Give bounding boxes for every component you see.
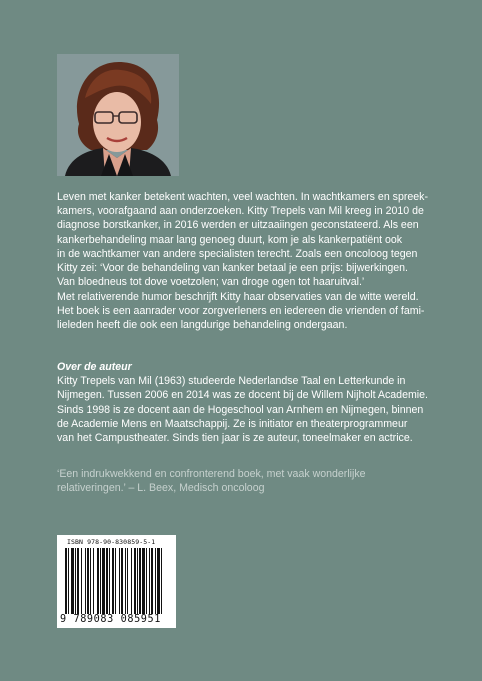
isbn-label: ISBN 978-90-830859-5-1 [67, 538, 156, 546]
intro-line: diagnose borstkanker, in 2016 werden er uitzaaiingen geconstateerd. Als een [57, 219, 419, 232]
intro-line: kamers, voorafgaand aan onderzoeken. Kitty Trepels van Mil kreeg in 2010 de [57, 205, 424, 218]
author-heading: Over de auteur [57, 361, 132, 373]
review-quote [57, 467, 437, 495]
intro-line: Leven met kanker betekent wachten, veel wachten. In wachtkamers en spreek- [57, 191, 428, 203]
intro-line: kankerbehandeling maar lang genoeg duurt, kom je als kankerpatiënt ook [57, 233, 403, 246]
author-section [57, 360, 437, 445]
humor-line: Met relativerende humor beschrijft Kitty haar observaties van de witte wereld. [57, 291, 419, 303]
isbn-barcode [57, 535, 176, 628]
intro-paragraph [57, 190, 437, 289]
humor-line: lieleden heeft die ook een langdurige behandeling ondergaan. [57, 319, 348, 332]
intro-line: Van bloedneus tot dove voetzolen; van droge ogen tot haaruitval.’ [57, 276, 365, 289]
humor-paragraph [57, 290, 437, 333]
author-portrait-image [57, 54, 179, 176]
author-line: van het Campustheater. Sinds tien jaar is ze auteur, toneelmaker en actrice. [57, 432, 413, 445]
author-line: Kitty Trepels van Mil (1963) studeerde Nederlandse Taal en Letterkunde in [57, 375, 406, 388]
author-photo [57, 54, 179, 176]
intro-line: Kitty zei: ‘Voor de behandeling van kanker betaal je een prijs: bijwerkingen. [57, 262, 408, 275]
author-line: Nijmegen. Tussen 2006 en 2014 was ze docent bij de Willem Nijholt Academie. [57, 389, 428, 402]
barcode-bars [65, 548, 169, 614]
author-line: Sinds 1998 is ze docent aan de Hogeschool van Arnhem en Nijmegen, binnen [57, 403, 424, 416]
author-line: de Academie Mens en Maatschappij. Ze is initiator en theaterprogrammeur [57, 417, 408, 430]
quote-line: relativeringen.’ – L. Beex, Medisch oncoloog [57, 482, 265, 495]
intro-line: in de wachtkamer van andere specialisten terecht. Zoals een oncoloog tegen [57, 247, 418, 260]
barcode-number: 9 789083 085951 [60, 614, 162, 625]
humor-line: Het boek is een aanrader voor zorgverleners en iedereen die vrienden of fami- [57, 305, 425, 318]
quote-line: ‘Een indrukwekkend en confronterend boek, met vaak wonderlijke [57, 468, 366, 480]
